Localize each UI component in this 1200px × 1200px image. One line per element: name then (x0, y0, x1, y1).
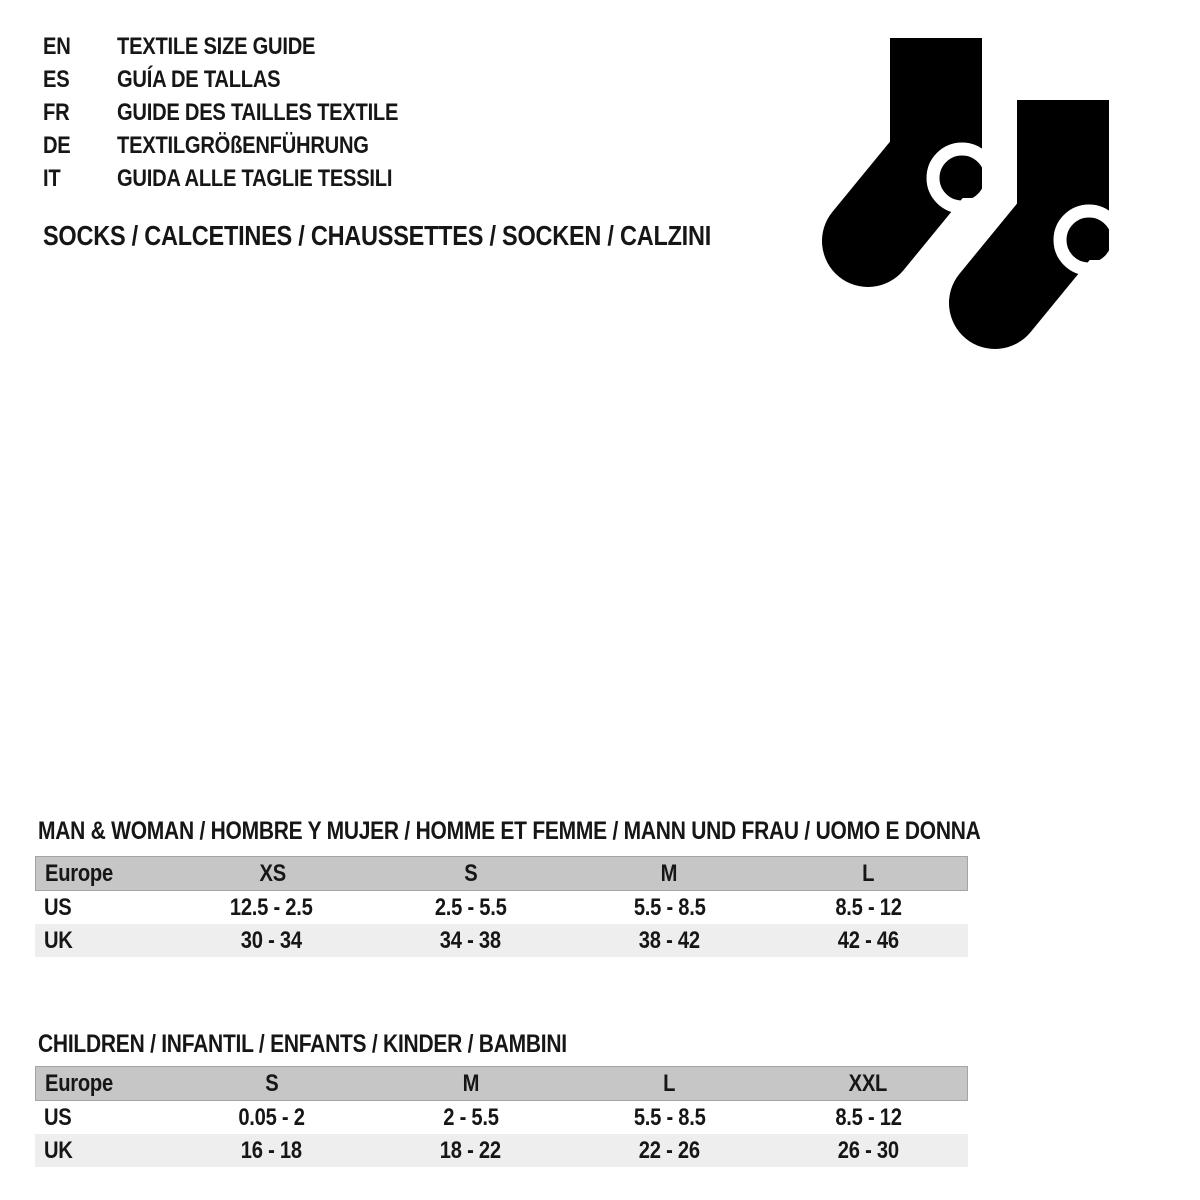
language-code: IT (43, 164, 61, 192)
language-code: FR (43, 98, 70, 126)
table-row-us (35, 1101, 968, 1134)
header-cell-size: XXL (848, 1069, 887, 1097)
size-cell: 8.5 - 12 (835, 1103, 902, 1131)
language-row (43, 96, 452, 129)
size-table-adult (35, 856, 968, 957)
header-cell-size: S (265, 1069, 279, 1097)
header-cell-size: S (464, 859, 478, 887)
size-cell: 8.5 - 12 (835, 893, 902, 921)
language-row (43, 129, 452, 162)
header-cell-size: L (663, 1069, 676, 1097)
language-label: GUÍA DE TALLAS (117, 65, 281, 93)
size-cell: 22 - 26 (638, 1136, 701, 1164)
language-title-list (43, 30, 452, 195)
table-row-us (35, 891, 968, 924)
language-label: GUIDA ALLE TAGLIE TESSILI (117, 164, 393, 192)
header-cell-size: XS (259, 859, 286, 887)
language-label: TEXTILGRÖßENFÜHRUNG (117, 131, 369, 159)
size-cell: 5.5 - 8.5 (633, 1103, 706, 1131)
language-row (43, 63, 452, 96)
size-cell: 38 - 42 (638, 926, 701, 954)
size-cell: 16 - 18 (240, 1136, 303, 1164)
language-label: TEXTILE SIZE GUIDE (117, 32, 316, 60)
size-cell: 42 - 46 (837, 926, 900, 954)
size-cell: 18 - 22 (439, 1136, 502, 1164)
row-label: US (44, 893, 72, 921)
language-row (43, 162, 452, 195)
header-cell-region: Europe (45, 1069, 113, 1097)
table-row-uk (35, 924, 968, 957)
header-cell-size: M (462, 1069, 480, 1097)
table-row-uk (35, 1134, 968, 1167)
table-title-adult: MAN & WOMAN / HOMBRE Y MUJER / HOMME ET FEMME / MANN UND FRAU / UOMO E DONNA (38, 817, 981, 845)
product-line: SOCKS / CALCETINES / CHAUSSETTES / SOCKEN / CALZINI (43, 220, 711, 251)
row-label: UK (44, 1136, 73, 1164)
sock-left-icon (868, 38, 991, 241)
language-code: DE (43, 131, 71, 159)
header-cell-size: M (660, 859, 678, 887)
table-title-children: CHILDREN / INFANTIL / ENFANTS / KINDER / BAMBINI (38, 1030, 567, 1058)
size-cell: 30 - 34 (240, 926, 303, 954)
size-cell: 2 - 5.5 (442, 1103, 499, 1131)
size-cell: 0.05 - 2 (238, 1103, 305, 1131)
language-label: GUIDE DES TAILLES TEXTILE (117, 98, 399, 126)
language-code: ES (43, 65, 70, 93)
size-cell: 34 - 38 (439, 926, 502, 954)
row-label: US (44, 1103, 72, 1131)
size-cell: 12.5 - 2.5 (230, 893, 313, 921)
size-cell: 26 - 30 (837, 1136, 900, 1164)
table-header-row (35, 856, 968, 891)
table-header-row (35, 1066, 968, 1101)
size-table-children (35, 1066, 968, 1167)
language-code: EN (43, 32, 71, 60)
size-cell: 2.5 - 5.5 (434, 893, 507, 921)
header-cell-region: Europe (45, 859, 113, 887)
socks-icon (810, 36, 1120, 351)
language-row (43, 30, 452, 63)
size-cell: 5.5 - 8.5 (633, 893, 706, 921)
sock-right-icon (995, 100, 1118, 303)
header-cell-size: L (861, 859, 874, 887)
row-label: UK (44, 926, 73, 954)
